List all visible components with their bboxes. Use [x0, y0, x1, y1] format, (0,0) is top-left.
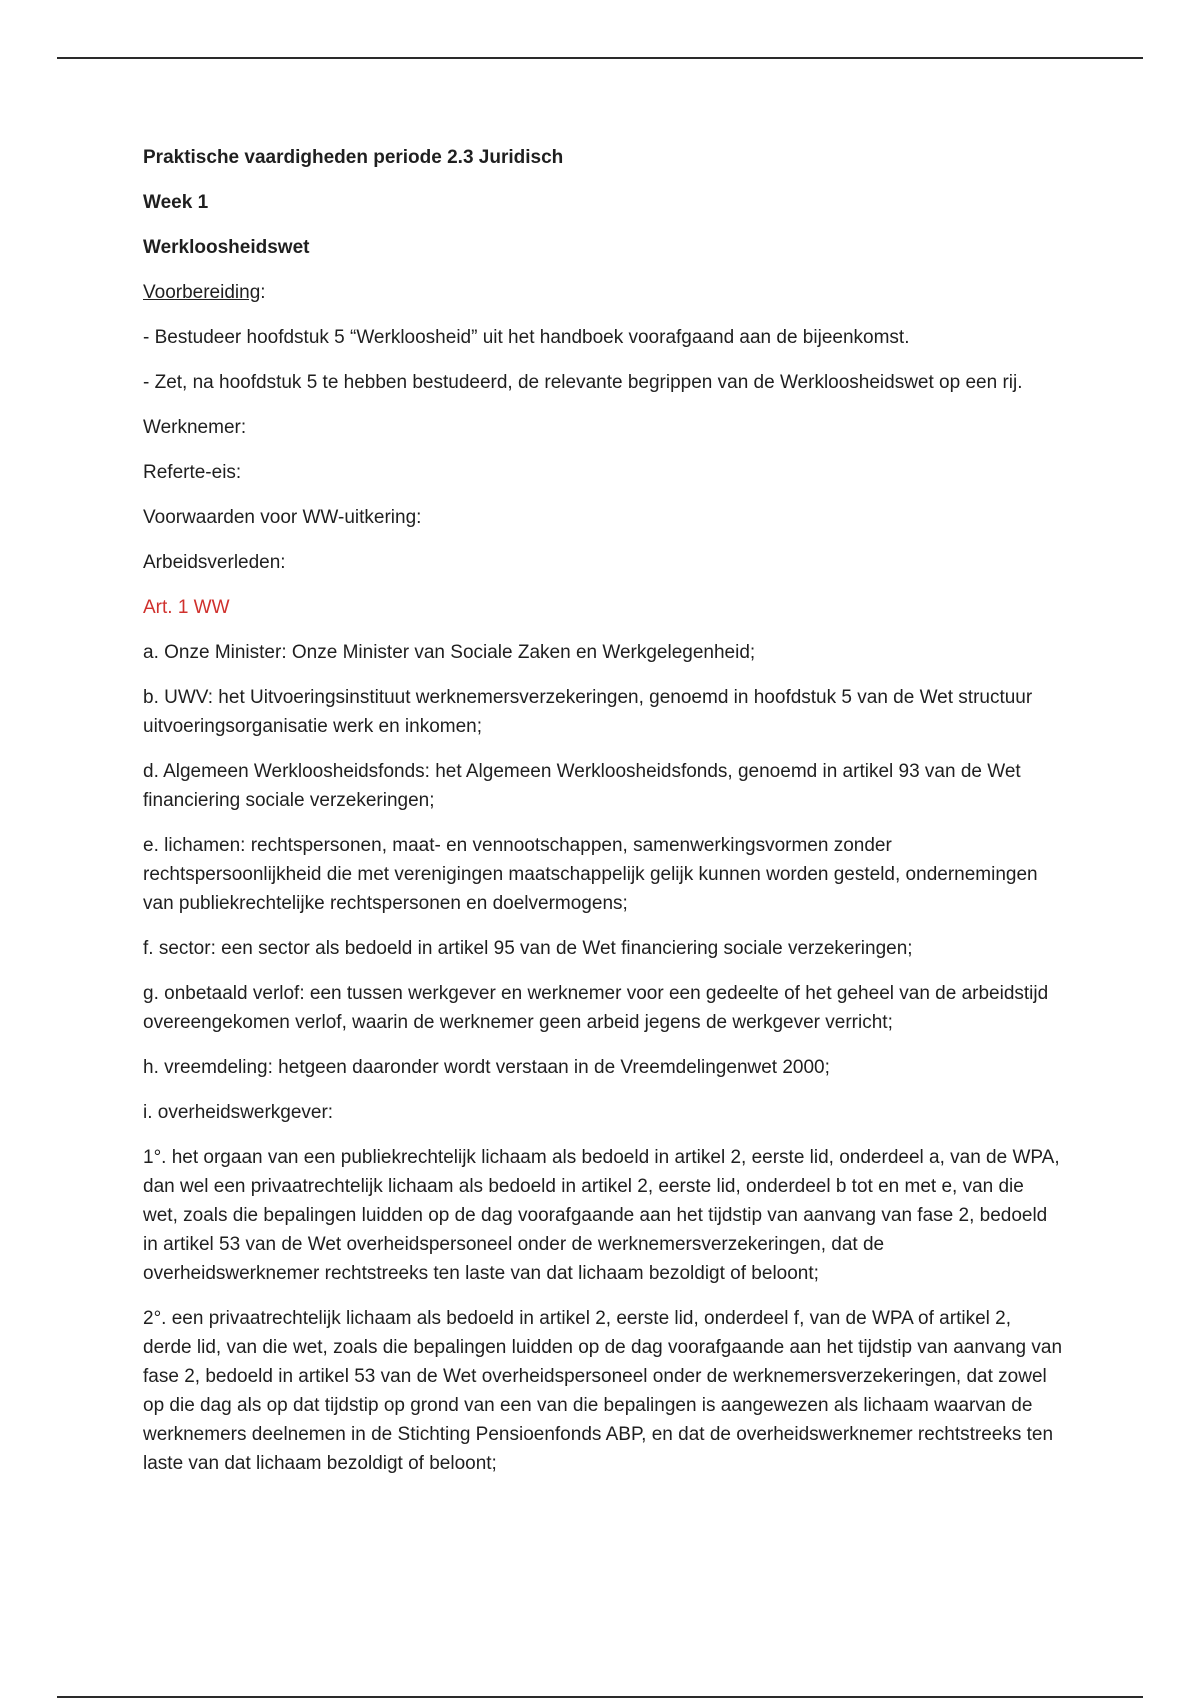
concept-werknemer: Werknemer: [143, 417, 247, 438]
article-title: Art. 1 WW [143, 597, 230, 618]
article-item-g: g. onbetaald verlof: een tussen werkgever en werknemer voor een gedeelte of het geheel van de arbeidstijd overeengekomen verlof, waarin de werknemer geen arbeid jegens de werkgever verricht; [143, 983, 1049, 1033]
article-item-e: e. lichamen: rechtspersonen, maat- en vennootschappen, samenwerkingsvormen zonder rechtspersoonlijkheid die met verenigingen maatschappelijk gelijk kunnen worden gesteld, ondernemingen van publiekrechtelijke rechtspersonen en doelvermogens; [143, 835, 1038, 914]
preparation-heading [143, 278, 1063, 307]
article-item-i: i. overheidswerkgever: [143, 1102, 334, 1123]
article-item-a: a. Onze Minister: Onze Minister van Sociale Zaken en Werkgelegenheid; [143, 642, 756, 663]
preparation-task-1: - Bestudeer hoofdstuk 5 “Werkloosheid” uit het handboek voorafgaand aan de bijeenkomst. [143, 327, 910, 348]
subject-heading: Werkloosheidswet [143, 237, 310, 258]
article-item-i-1: 1°. het orgaan van een publiekrechtelijk lichaam als bedoeld in artikel 2, eerste lid, onderdeel a, van de WPA, dan wel een privaatrechtelijk lichaam als bedoeld in artikel 2, eerste lid, onderdeel b tot en met e, van die wet, zoals die bepalingen luidden op de dag voorafgaande aan het tijdstip van aanvang van fase 2, bedoeld in artikel 53 van de Wet overheidspersoneel onder de werknemersverzekeringen, dat de overheidswerknemer rechtstreeks ten laste van dat lichaam bezoldigt of beloont; [143, 1147, 1060, 1284]
preparation-heading-colon: : [260, 282, 266, 303]
concept-arbeidsverleden: Arbeidsverleden: [143, 552, 286, 573]
top-rule [57, 57, 1143, 59]
bottom-rule [57, 1696, 1143, 1698]
week-heading: Week 1 [143, 192, 209, 213]
preparation-heading-text: Voorbereiding [143, 282, 261, 303]
concept-referte-eis: Referte-eis: [143, 462, 242, 483]
preparation-task-2: - Zet, na hoofdstuk 5 te hebben bestudeerd, de relevante begrippen van de Werkloosheidswet op een rij. [143, 372, 1023, 393]
document-title: Praktische vaardigheden periode 2.3 Juridisch [143, 147, 564, 168]
concept-voorwaarden: Voorwaarden voor WW-uitkering: [143, 507, 422, 528]
article-item-h: h. vreemdeling: hetgeen daaronder wordt verstaan in de Vreemdelingenwet 2000; [143, 1057, 830, 1078]
document-page [143, 143, 1063, 1494]
article-item-f: f. sector: een sector als bedoeld in artikel 95 van de Wet financiering sociale verzekeringen; [143, 938, 913, 959]
article-item-i-2: 2°. een privaatrechtelijk lichaam als bedoeld in artikel 2, eerste lid, onderdeel f, van de WPA of artikel 2, derde lid, van die wet, zoals die bepalingen luidden op de dag voorafgaande aan het tijdstip van aanvang van fase 2, bedoeld in artikel 53 van de Wet overheidspersoneel onder de werknemersverzekeringen, dat zowel op die dag als op dat tijdstip op grond van een van die bepalingen is aangewezen als lichaam waarvan de werknemers deelnemen in de Stichting Pensioenfonds ABP, en dat de overheidswerknemer rechtstreeks ten laste van dat lichaam bezoldigt of beloont; [143, 1308, 1063, 1474]
article-item-d: d. Algemeen Werkloosheidsfonds: het Algemeen Werkloosheidsfonds, genoemd in artikel 93 van de Wet financiering sociale verzekeringen; [143, 761, 1021, 811]
article-item-b: b. UWV: het Uitvoeringsinstituut werknemersverzekeringen, genoemd in hoofdstuk 5 van de Wet structuur uitvoeringsorganisatie werk en inkomen; [143, 687, 1033, 737]
